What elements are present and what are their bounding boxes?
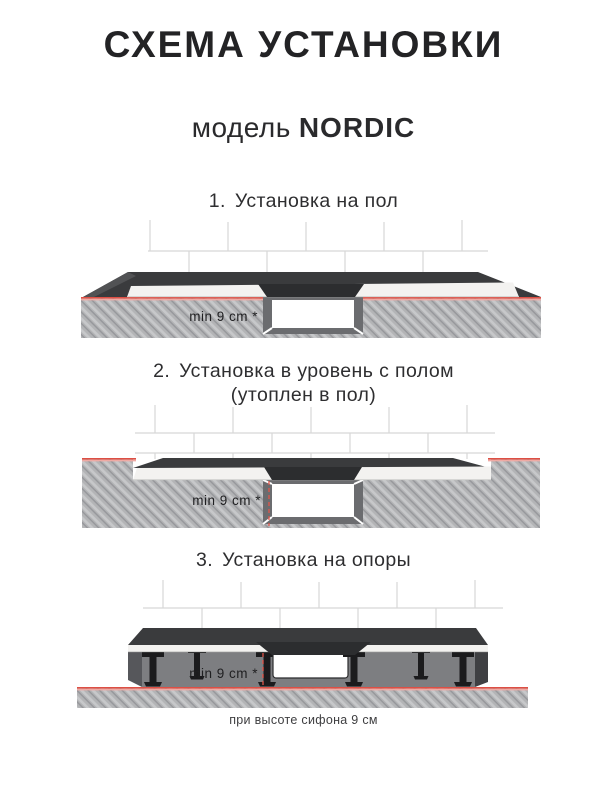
section-1-heading — [0, 190, 607, 214]
section-3-heading — [0, 549, 607, 573]
section-2-number: 2. — [153, 360, 171, 382]
tray-skirt-right — [475, 652, 488, 687]
shower-tray — [83, 272, 541, 297]
section-3-title: Установка на опоры — [222, 549, 411, 571]
tile-wall — [143, 580, 503, 630]
depth-label-3: min 9 cm * — [189, 666, 258, 681]
shower-tray — [128, 628, 488, 655]
model-subtitle — [0, 112, 607, 144]
section-2-heading — [0, 360, 607, 408]
tray-skirt-left — [128, 652, 142, 687]
diagram-supports-install — [58, 578, 548, 708]
floor — [77, 687, 528, 708]
section-2-title: Установка в уровень с полом — [179, 360, 454, 382]
diagram-flush-install — [58, 405, 548, 530]
section-1-number: 1. — [208, 190, 226, 212]
depth-label-2: min 9 cm * — [192, 493, 261, 508]
siphon-box — [273, 652, 348, 678]
page-title: СХЕМА УСТАНОВКИ — [103, 24, 504, 65]
model-label: модель — [191, 112, 291, 143]
siphon-channel — [263, 480, 363, 524]
section-3-number: 3. — [195, 549, 214, 571]
diagram-floor-install — [58, 218, 548, 340]
depth-label-1: min 9 cm * — [189, 309, 258, 324]
siphon-footnote: при высоте сифона 9 см — [229, 713, 378, 727]
siphon-channel — [263, 297, 363, 334]
model-name: NORDIC — [298, 112, 416, 143]
section-2-subtitle: (утоплен в пол) — [230, 383, 377, 406]
tile-wall — [135, 405, 495, 459]
section-1-title: Установка на пол — [234, 190, 399, 212]
shower-tray — [133, 458, 491, 480]
